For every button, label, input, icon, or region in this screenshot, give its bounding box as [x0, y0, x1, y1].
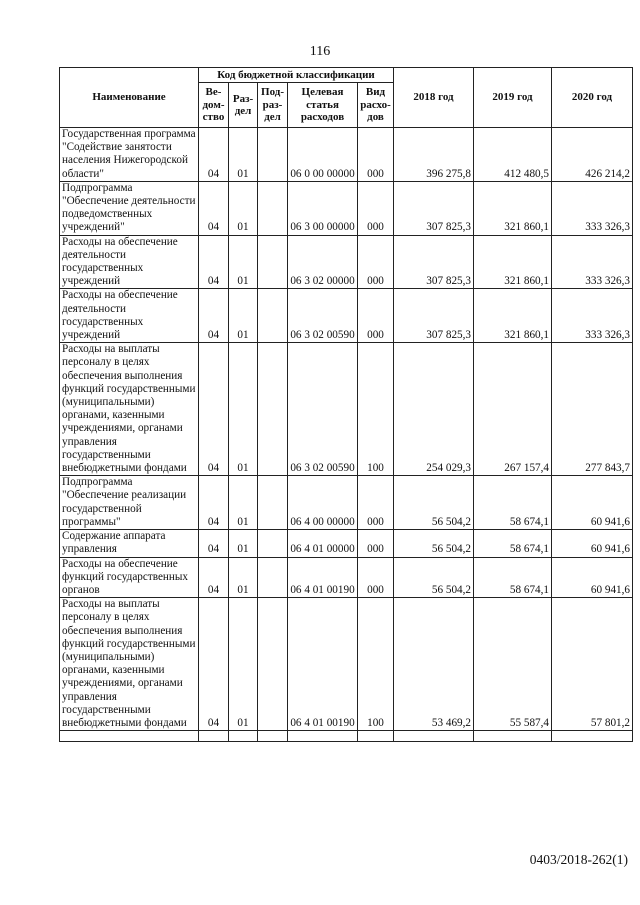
document-code: 0403/2018-262(1): [529, 852, 628, 867]
row-2019: 321 860,1: [474, 235, 552, 289]
row-vid: 000: [358, 128, 394, 182]
row-podrazdel: [258, 343, 288, 476]
row-vedomstvo: 04: [199, 128, 229, 182]
row-vedomstvo: 04: [199, 289, 229, 343]
row-razdel: 01: [229, 235, 258, 289]
row-target: 06 3 02 00000: [288, 235, 358, 289]
row-2020: 333 326,3: [552, 181, 633, 235]
row-name: Расходы на обеспечение деятельности государственных учреждений: [60, 289, 199, 343]
budget-table: [59, 67, 633, 742]
row-2020: 57 801,2: [552, 598, 633, 731]
table-row: [60, 598, 633, 731]
row-vedomstvo: 04: [199, 530, 229, 557]
row-vedomstvo: 04: [199, 235, 229, 289]
row-name: Подпрограмма "Обеспечение деятельности подведомственных учреждений": [60, 181, 199, 235]
row-name: Расходы на выплаты персоналу в целях обеспечения выполнения функций государственными (муниципальными) органами, казенными учреждениями, органами управления государственными внебюджетными фондами: [60, 343, 199, 476]
row-razdel: 01: [229, 181, 258, 235]
row-vedomstvo: 04: [199, 557, 229, 598]
row-vid: 000: [358, 530, 394, 557]
header-target: Целевая статья расходов: [288, 83, 358, 128]
row-podrazdel: [258, 235, 288, 289]
row-2018: 56 504,2: [394, 476, 474, 530]
table-row: [60, 181, 633, 235]
row-podrazdel: [258, 289, 288, 343]
header-vid: Вид расхо- дов: [358, 83, 394, 128]
row-vid: 000: [358, 557, 394, 598]
row-name: Государственная программа "Содействие занятости населения Нижегородской области": [60, 128, 199, 182]
page-number: 116: [309, 44, 331, 59]
header-razdel: Раз- дел: [229, 83, 258, 128]
header-2018: 2018 год: [394, 68, 474, 128]
row-vid: 100: [358, 343, 394, 476]
row-podrazdel: [258, 598, 288, 731]
table-row: [60, 235, 633, 289]
header-2020: 2020 год: [552, 68, 633, 128]
row-2018: 56 504,2: [394, 557, 474, 598]
table-row: [60, 289, 633, 343]
table-row: [60, 476, 633, 530]
row-vid: 000: [358, 181, 394, 235]
row-target: 06 3 02 00590: [288, 343, 358, 476]
row-2020: 60 941,6: [552, 557, 633, 598]
table-row: [60, 557, 633, 598]
row-target: 06 3 02 00590: [288, 289, 358, 343]
row-vid: 100: [358, 598, 394, 731]
row-razdel: 01: [229, 557, 258, 598]
row-2019: 55 587,4: [474, 598, 552, 731]
row-name: Расходы на обеспечение функций государственных органов: [60, 557, 199, 598]
row-2020: 333 326,3: [552, 289, 633, 343]
row-vedomstvo: 04: [199, 343, 229, 476]
row-2018: 307 825,3: [394, 181, 474, 235]
row-name: Содержание аппарата управления: [60, 530, 199, 557]
row-2020: 277 843,7: [552, 343, 633, 476]
row-razdel: 01: [229, 476, 258, 530]
row-razdel: 01: [229, 530, 258, 557]
row-target: 06 4 00 00000: [288, 476, 358, 530]
header-vedomstvo: Ве- дом- ство: [199, 83, 229, 128]
row-podrazdel: [258, 128, 288, 182]
row-2019: 321 860,1: [474, 289, 552, 343]
row-2019: 58 674,1: [474, 476, 552, 530]
row-2020: 333 326,3: [552, 235, 633, 289]
table-row: [60, 343, 633, 476]
table-row: [60, 128, 633, 182]
row-podrazdel: [258, 557, 288, 598]
row-2018: 307 825,3: [394, 289, 474, 343]
row-razdel: 01: [229, 598, 258, 731]
row-2018: 254 029,3: [394, 343, 474, 476]
row-name: Подпрограмма "Обеспечение реализации государственной программы": [60, 476, 199, 530]
row-2019: 58 674,1: [474, 557, 552, 598]
row-vedomstvo: 04: [199, 476, 229, 530]
row-target: 06 4 01 00190: [288, 598, 358, 731]
row-vedomstvo: 04: [199, 181, 229, 235]
row-2019: 321 860,1: [474, 181, 552, 235]
row-name: Расходы на выплаты персоналу в целях обеспечения выполнения функций государственными (муниципальными) органами, казенными учреждениями, органами управления государственными внебюджетными фондами: [60, 598, 199, 731]
row-2020: 426 214,2: [552, 128, 633, 182]
table-row: [60, 530, 633, 557]
header-2019: 2019 год: [474, 68, 552, 128]
table-row-empty: [60, 731, 633, 742]
row-target: 06 4 01 00190: [288, 557, 358, 598]
row-razdel: 01: [229, 128, 258, 182]
row-vedomstvo: 04: [199, 598, 229, 731]
header-code-group: Код бюджетной классификации: [199, 68, 394, 83]
row-2020: 60 941,6: [552, 476, 633, 530]
row-2019: 412 480,5: [474, 128, 552, 182]
row-target: 06 4 01 00000: [288, 530, 358, 557]
row-podrazdel: [258, 476, 288, 530]
row-2018: 307 825,3: [394, 235, 474, 289]
row-target: 06 0 00 00000: [288, 128, 358, 182]
row-razdel: 01: [229, 289, 258, 343]
row-2018: 53 469,2: [394, 598, 474, 731]
row-podrazdel: [258, 530, 288, 557]
row-razdel: 01: [229, 343, 258, 476]
row-vid: 000: [358, 289, 394, 343]
row-target: 06 3 00 00000: [288, 181, 358, 235]
row-vid: 000: [358, 476, 394, 530]
row-2019: 58 674,1: [474, 530, 552, 557]
row-2019: 267 157,4: [474, 343, 552, 476]
header-name: Наименование: [60, 68, 199, 128]
header-podrazdel: Под- раз- дел: [258, 83, 288, 128]
row-2018: 396 275,8: [394, 128, 474, 182]
row-vid: 000: [358, 235, 394, 289]
row-2020: 60 941,6: [552, 530, 633, 557]
row-podrazdel: [258, 181, 288, 235]
row-name: Расходы на обеспечение деятельности государственных учреждений: [60, 235, 199, 289]
row-2018: 56 504,2: [394, 530, 474, 557]
